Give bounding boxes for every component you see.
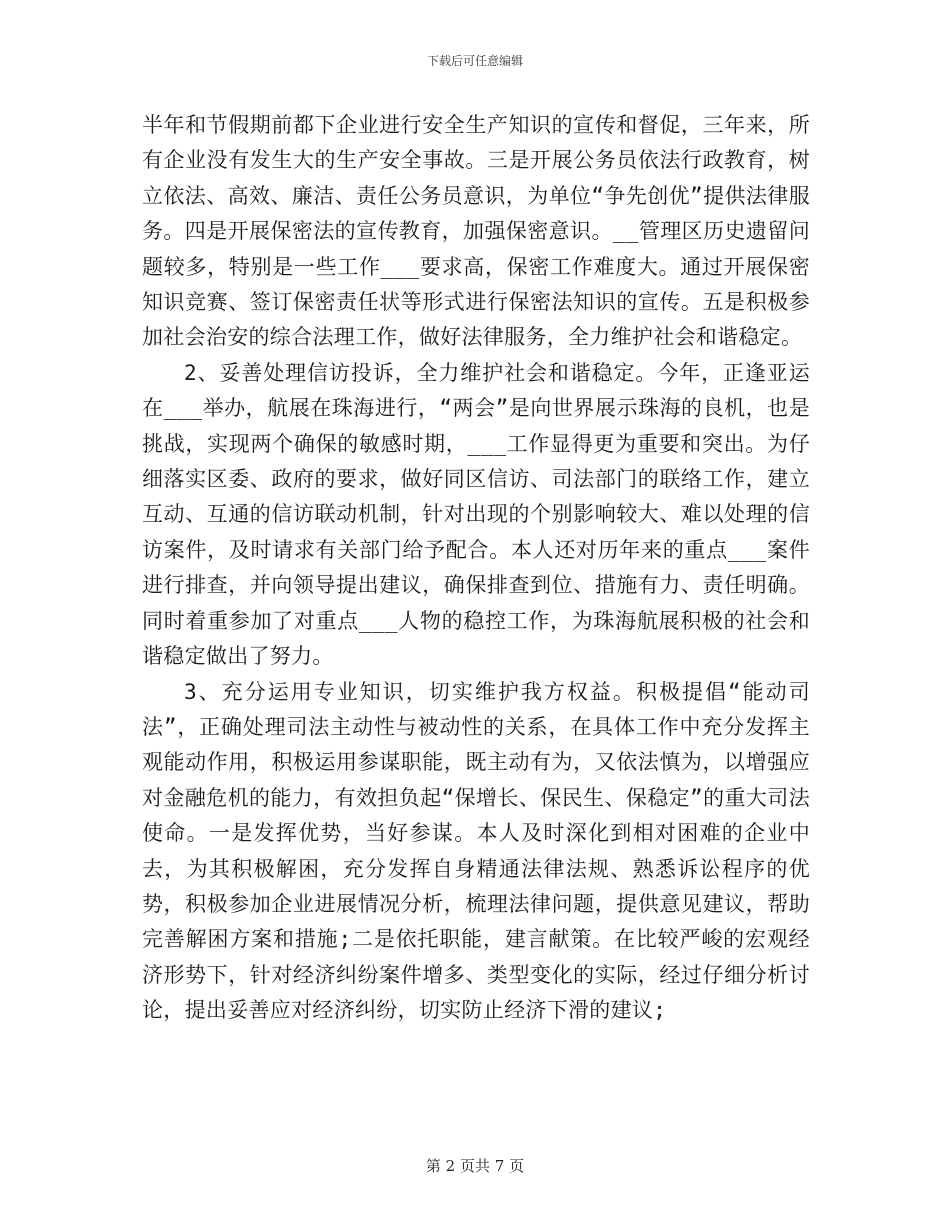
page-header: 下载后可任意编辑 bbox=[426, 54, 523, 68]
page-number: 第 2 页共 7 页 bbox=[425, 1157, 525, 1175]
paragraph-professional-knowledge: 3、充分运用专业知识，切实维护我方权益。积极提倡“能动司法”，正确处理司法主动性与被动性的关系，在具体工作中充分发挥主观能动作用，积极运用参谋职能，既主动有为，又依法慎为，以增强应对金融危机的能力，有效担负起“保增长、保民生、保稳定”的重大司法使命。一是发挥优势，当好参谋。本人及时深化到相对困难的企业中去，为其积极解困，充分发挥自身精通法律法规、熟悉诉讼程序的优势，积极参加企业进展情况分析，梳理法律问题，提供意见建议，帮助完善解困方案和措施;二是依托职能，建言献策。在比较严峻的宏观经济形势下，针对经济纠纷案件增多、类型变化的实际，经过仔细分析讨论，提出妥善应对经济纠纷，切实防止经济下滑的建议; bbox=[142, 679, 810, 1023]
paragraph-petition-handling: 2、妥善处理信访投诉，全力维护社会和谐稳定。今年，正逢亚运在___举办，航展在珠海进行，“两会”是向世界展示珠海的良机，也是挑战，实现两个确保的敏感时期，___工作显得更为重要和突出。为仔细落实区委、政府的要求，做好同区信访、司法部门的联络工作，建立互动、互通的信访联动机制，针对出现的个别影响较大、难以处理的信访案件，及时请求有关部门给予配合。本人还对历年来的重点___案件进行排查，并向领导提出建议，确保排查到位、措施有力、责任明确。同时着重参加了对重点___人物的稳控工作，为珠海航展积极的社会和谐稳定做出了努力。 bbox=[142, 360, 810, 669]
document-body bbox=[142, 108, 810, 1029]
paragraph-continuation: 半年和节假期前都下企业进行安全生产知识的宣传和督促，三年来，所有企业没有发生大的生产安全事故。三是开展公务员依法行政教育，树立依法、高效、廉洁、责任公务员意识，为单位“争先创优”提供法律服务。四是开展保密法的宣传教育，加强保密意识。__管理区历史遗留问题较多，特别是一些工作___要求高，保密工作难度大。通过开展保密知识竞赛、签订保密责任状等形式进行保密法知识的宣传。五是积极参加社会治安的综合法理工作，做好法律服务，全力维护社会和谐稳定。 bbox=[142, 113, 810, 350]
